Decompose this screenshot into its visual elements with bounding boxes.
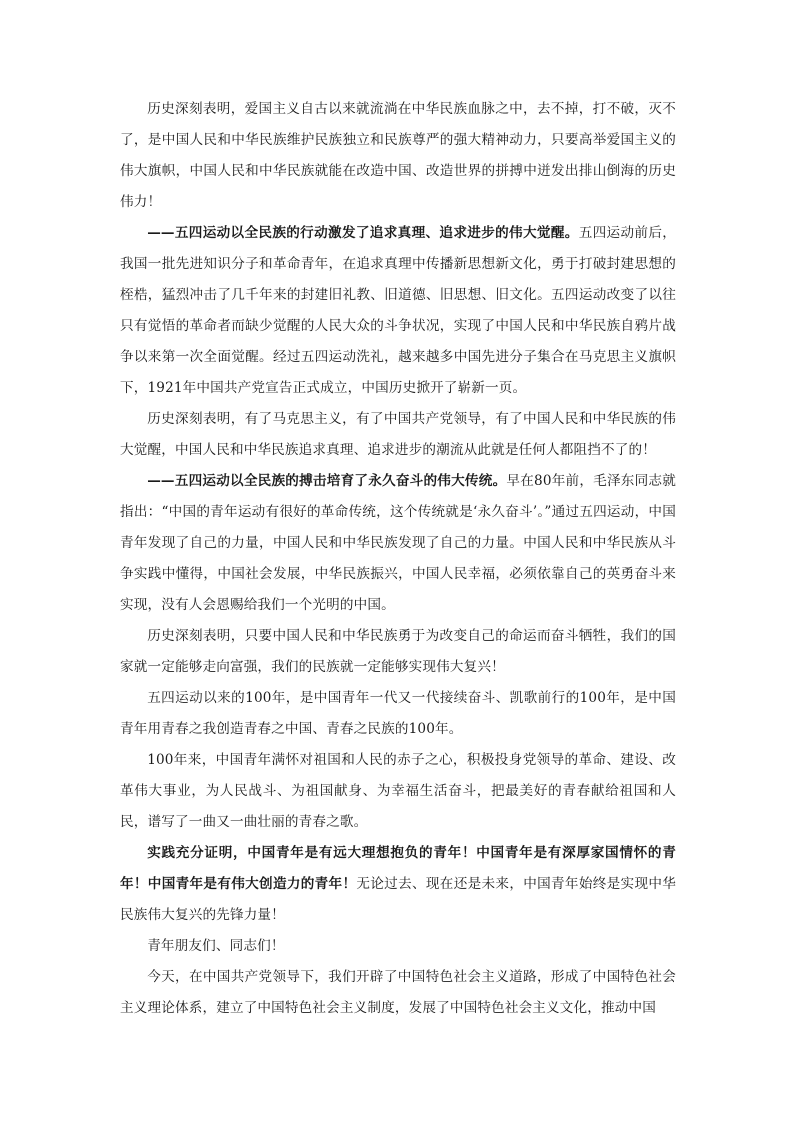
paragraph-8-text: 无论过去、现在还是未来，中国青年始终是实现中华民族伟大复兴的先锋力量！: [120, 876, 676, 923]
paragraph-4: [120, 466, 676, 621]
paragraph-1-text: 历史深刻表明，爱国主义自古以来就流淌在中华民族血脉之中，去不掉，打不破，灭不了，是中国人民和中华民族维护民族独立和民族尊严的强大精神动力，只要高举爱国主义的伟大旗帜，中国人民和中华民族就能在改造中国、改造世界的拼搏中迸发出排山倒海的历史伟力！: [120, 101, 676, 210]
paragraph-3-text: 历史深刻表明，有了马克思主义，有了中国共产党领导，有了中国人民和中华民族的伟大觉醒，中国人民和中华民族追求真理、追求进步的潮流从此就是任何人都阻挡不了的！: [120, 411, 676, 458]
paragraph-10: [120, 962, 676, 1024]
paragraph-7-text: 100年来，中国青年满怀对祖国和人民的赤子之心，积极投身党领导的革命、建设、改革伟大事业，为人民战斗、为祖国献身、为幸福生活奋斗，把最美好的青春献给祖国和人民，谱写了一曲又一曲壮丽的青春之歌。: [120, 752, 676, 830]
paragraph-9-text: 青年朋友们、同志们！: [147, 938, 285, 954]
paragraph-9: [120, 931, 676, 962]
paragraph-5: [120, 621, 676, 683]
document-page: [120, 94, 676, 1024]
paragraph-6-text: 五四运动以来的100年，是中国青年一代又一代接续奋斗、凯歌前行的100年，是中国青年用青春之我创造青春之中国、青春之民族的100年。: [120, 690, 676, 737]
paragraph-4-lead: ——五四运动以全民族的搏击培育了永久奋斗的伟大传统。: [147, 473, 507, 489]
paragraph-2-lead: ——五四运动以全民族的行动激发了追求真理、追求进步的伟大觉醒。: [147, 225, 579, 241]
paragraph-10-text: 今天，在中国共产党领导下，我们开辟了中国特色社会主义道路，形成了中国特色社会主义理论体系，建立了中国特色社会主义制度，发展了中国特色社会主义文化，推动中国: [120, 969, 676, 1016]
paragraph-5-text: 历史深刻表明，只要中国人民和中华民族勇于为改变自己的命运而奋斗牺牲，我们的国家就一定能够走向富强，我们的民族就一定能够实现伟大复兴！: [120, 628, 676, 675]
paragraph-8: [120, 838, 676, 931]
paragraph-2: [120, 218, 676, 404]
paragraph-7: [120, 745, 676, 838]
paragraph-1: [120, 94, 676, 218]
paragraph-3: [120, 404, 676, 466]
paragraph-8-lead: 实践充分证明，中国青年是有远大理想抱负的青年！中国青年是有深厚家国情怀的青年！中国青年是有伟大创造力的青年！: [120, 845, 676, 892]
paragraph-4-text: 早在80年前，毛泽东同志就指出：“中国的青年运动有很好的革命传统，这个传统就是‘永久奋斗’。”通过五四运动，中国青年发现了自己的力量，中国人民和中华民族发现了自己的力量。中国人民和中华民族从斗争实践中懂得，中国社会发展，中华民族振兴，中国人民幸福，必须依靠自己的英勇奋斗来实现，没有人会恩赐给我们一个光明的中国。: [120, 473, 676, 613]
paragraph-2-text: 五四运动前后，我国一批先进知识分子和革命青年，在追求真理中传播新思想新文化，勇于打破封建思想的桎梏，猛烈冲击了几千年来的封建旧礼教、旧道德、旧思想、旧文化。五四运动改变了以往只有觉悟的革命者而缺少觉醒的人民大众的斗争状况，实现了中国人民和中华民族自鸦片战争以来第一次全面觉醒。经过五四运动洗礼，越来越多中国先进分子集合在马克思主义旗帜下，1921年中国共产党宣告正式成立，中国历史掀开了崭新一页。: [120, 225, 676, 396]
paragraph-6: [120, 683, 676, 745]
